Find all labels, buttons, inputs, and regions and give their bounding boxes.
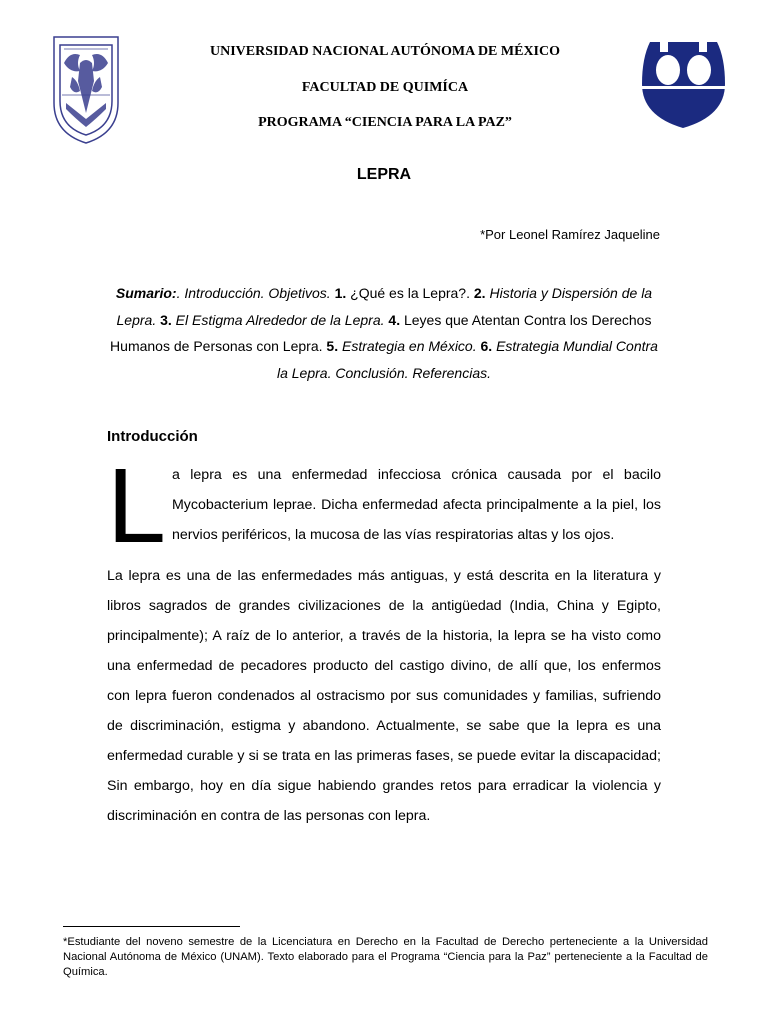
footnote-divider [63,926,240,927]
summary-text-6: Estrategia en México. [338,338,481,354]
intro-paragraph-2: La lepra es una de las enfermedades más antiguas, y está descrita en la literatura y libros sagrados de grandes civilizaciones de la antigüedad (India, China y Egipto, principalmente); A raíz de lo anterior, a través de la historia, la lepra se ha visto como una enfermedad de pecadores producto del castigo divino, de allí que, los enfermos con lepra fueron condenados al ostracismo por sus comunidades y familias, sufriendo de discriminación, estigma y abandono. Actualmente, se sabe que la lepra es una enfermedad curable y si se trata en las primeras fases, se puede evitar la discapacidad; Sin embargo, hoy en día sigue habiendo grandes retos para erradicar la violencia y discriminación en contra de las personas con lepra. [107,568,661,824]
summary-text-7: Estrategia Mundial Contra la Lepra. Conclusión. Referencias. [276,338,658,381]
summary-paragraph [106,280,662,386]
summary-num-2: 2. [473,285,486,301]
unam-seal-logo [50,33,122,145]
university-name: UNIVERSIDAD NACIONAL AUTÓNOMA DE MÉXICO [209,44,561,59]
introduction-body [107,447,661,842]
summary-num-5: 5. [326,338,339,354]
summary-text-2: ¿Qué es la Lepra?. [346,285,474,301]
intro-paragraph-1 [107,447,661,565]
author-line: *Por Leonel Ramírez Jaqueline [480,227,660,242]
drop-cap: L [107,447,166,565]
summary-num-3: 3. [160,311,172,328]
summary-num-4: 4. [388,311,401,328]
summary-text-3: Historia y Dispersión de la Lepra. [116,285,653,328]
summary-text-1: . Introducción. Objetivos. [176,285,335,301]
faculty-name: FACULTAD DE QUIMÍCA [301,80,469,95]
intro-paragraph-1-text: a lepra es una enfermedad infecciosa crónica causada por el bacilo Mycobacterium leprae. Dicha enfermedad afecta principalmente a la piel, los nervios periféricos, la mucosa de las vías respiratorias altas y los ojos. [171,467,661,543]
document-title: LEPRA [356,166,412,183]
summary-label: Sumario: [115,285,177,301]
section-heading-introduccion: Introducción [107,428,198,445]
footnote: *Estudiante del noveno semestre de la Licenciatura en Derecho en la Facultad de Derecho perteneciente a la Universidad Nacional Autónoma de México (UNAM). Texto elaborado para el Programa “Ciencia para la Paz” perteneciente a la Facultad de Química. [63,936,708,978]
summary-num-1: 1. [334,285,347,301]
summary-text-4: El Estigma Alrededor de la Lepra. [171,311,389,328]
program-name: PROGRAMA “CIENCIA PARA LA PAZ” [258,115,512,130]
summary-text-5: Leyes que Atentan Contra los Derechos Humanos de Personas con Lepra. [110,311,652,354]
summary-num-6: 6. [480,338,493,354]
facultad-quimica-logo [642,38,725,130]
